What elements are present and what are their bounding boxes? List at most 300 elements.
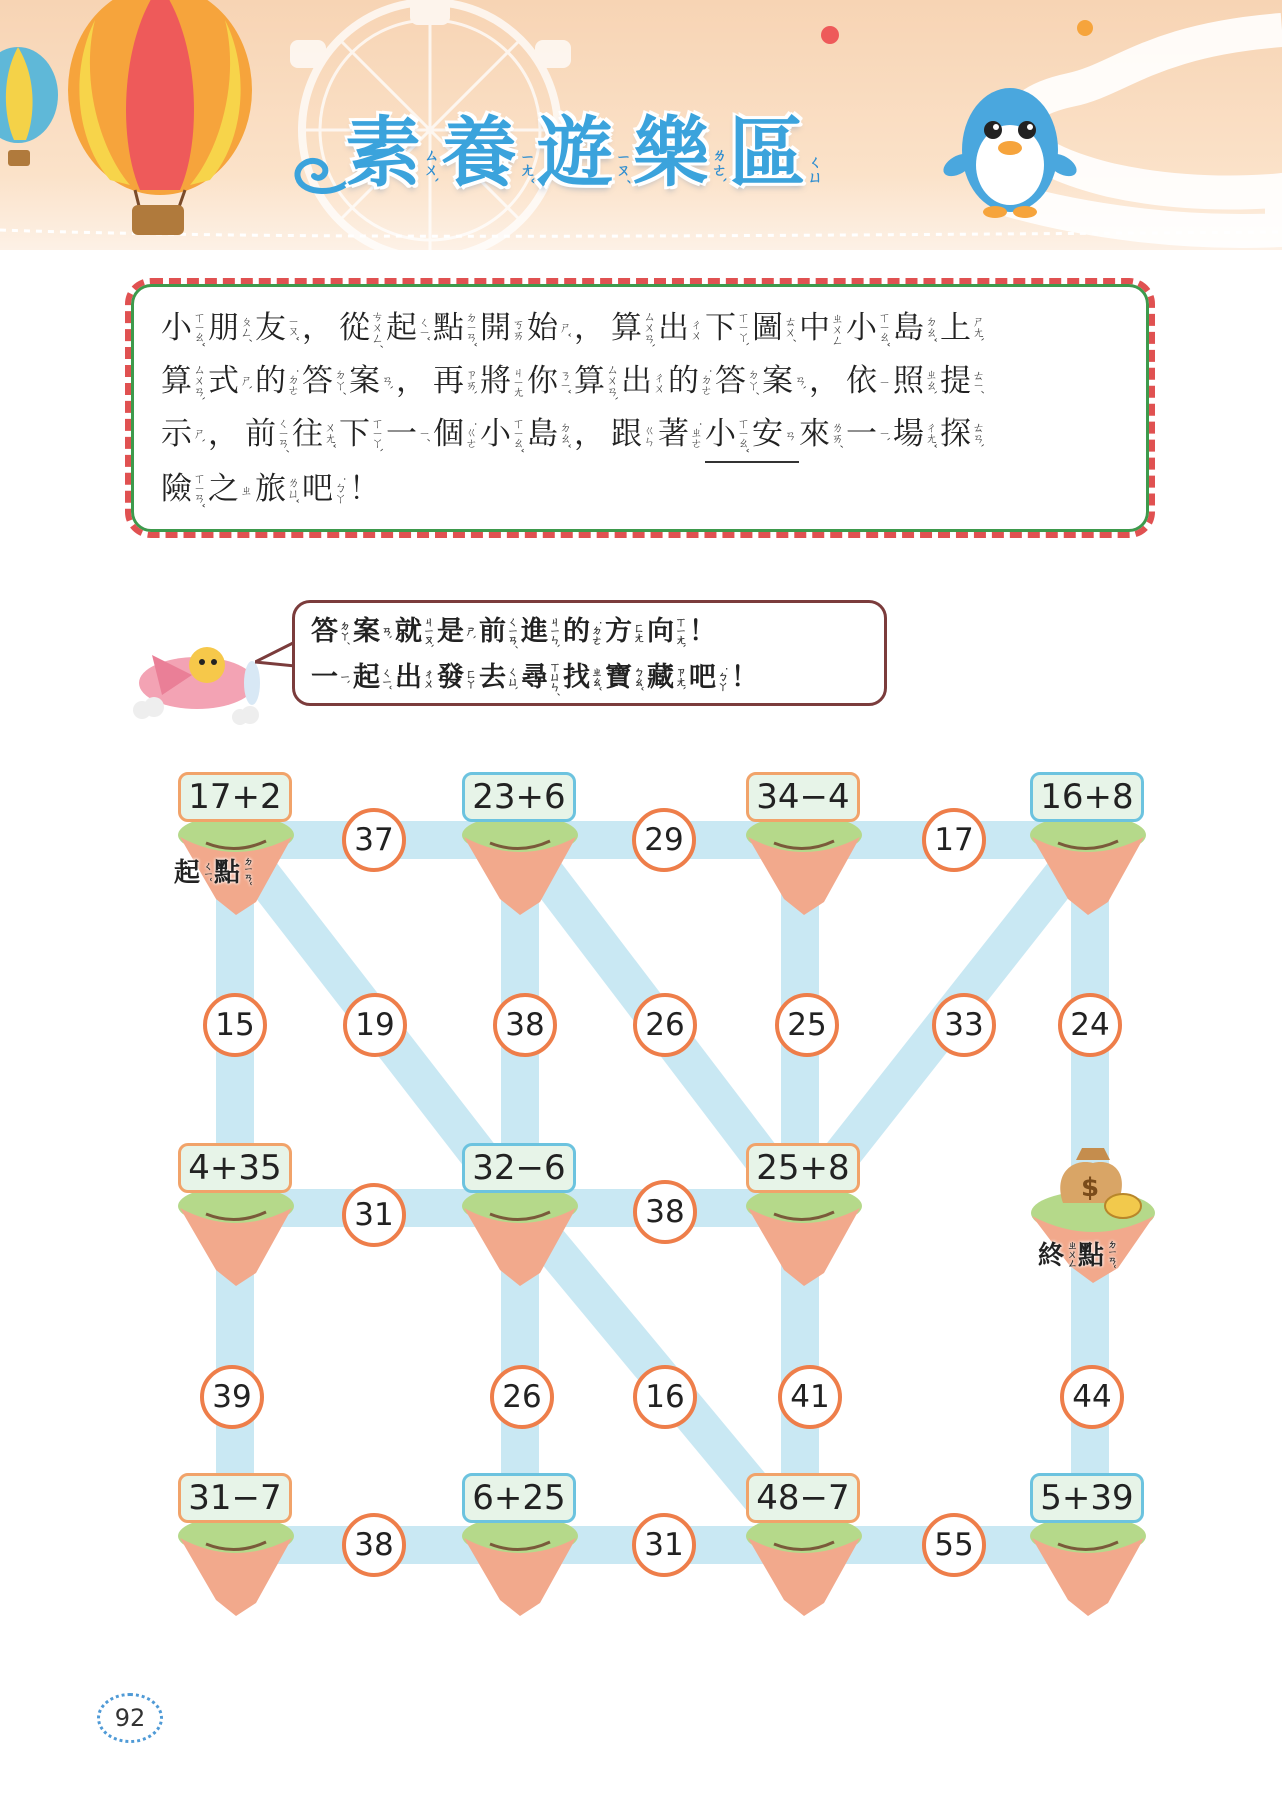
- zhuyin: ㄓㄠˇ: [590, 665, 603, 691]
- title-char-2: 養 ㄧㄤˇ: [441, 108, 536, 197]
- annotated-character: [611, 408, 658, 461]
- zhuyin: ㄧˋ: [877, 427, 891, 442]
- answer-circle[interactable]: 16: [633, 1365, 697, 1429]
- island[interactable]: [450, 772, 590, 922]
- character: 往: [292, 416, 323, 452]
- annotated-character: [161, 408, 208, 461]
- floating-island-icon: [1028, 807, 1148, 917]
- svg-text:$: $: [1081, 1173, 1100, 1203]
- annotated-character: [715, 355, 762, 408]
- annotated-character: [480, 302, 527, 355]
- zhuyin: ㄧˊ: [417, 427, 431, 442]
- zhuyin: ㄔㄨ: [422, 668, 435, 688]
- character: 示: [161, 416, 192, 452]
- character: 答: [311, 616, 338, 647]
- character: 始: [527, 310, 558, 346]
- annotated-character: [349, 355, 396, 408]
- annotated-character: [302, 463, 349, 516]
- answer-circle[interactable]: 26: [490, 1365, 554, 1429]
- island-equation: 4+35: [178, 1143, 292, 1193]
- airplane-character-icon: [122, 635, 272, 730]
- punctuation: ，: [208, 416, 239, 452]
- annotated-character: [527, 408, 574, 461]
- zhuyin: ㄗㄞˋ: [464, 368, 478, 395]
- character: 找: [563, 662, 590, 693]
- answer-circle[interactable]: 31: [632, 1513, 696, 1577]
- annotated-character: [255, 463, 302, 516]
- floating-island-icon: [744, 807, 864, 917]
- annotated-character: [255, 302, 302, 355]
- zhuyin: ˙ㄉㄜ: [286, 368, 300, 395]
- character: 小: [846, 310, 877, 346]
- zhuyin: ㄆㄥˊ: [239, 315, 253, 342]
- zhuyin: ㄉㄚˊ: [333, 368, 347, 395]
- balloon-dot-icon: [821, 26, 839, 44]
- character: 就: [395, 616, 422, 647]
- zhuyin: ㄔㄨ: [689, 317, 703, 340]
- annotated-character: [353, 609, 395, 655]
- zhuyin: ㄒㄧㄠˇ: [192, 310, 206, 347]
- answer-circle[interactable]: 31: [342, 1183, 406, 1247]
- punctuation: ！: [349, 471, 380, 507]
- character: 友: [255, 310, 286, 346]
- character: 中: [799, 310, 830, 346]
- title-char-1: 素 ㄙㄨˋ: [345, 108, 440, 197]
- zhuyin: ㄢˋ: [793, 373, 807, 390]
- annotated-character: [563, 655, 605, 701]
- character: 的: [255, 363, 286, 399]
- zhuyin: ㄈㄚ: [464, 668, 477, 688]
- answer-circle[interactable]: 41: [778, 1365, 842, 1429]
- annotated-character: [611, 302, 658, 355]
- island[interactable]: [734, 1473, 874, 1623]
- annotated-character: [668, 355, 715, 408]
- annotated-character: [521, 609, 563, 655]
- floating-island-icon: [744, 1508, 864, 1618]
- character: 安: [752, 416, 783, 452]
- zhuyin: ㄒㄩㄣˊ: [548, 660, 561, 696]
- annotated-character: [893, 408, 940, 461]
- zhuyin: ㄉㄚˊ: [338, 619, 351, 645]
- annotated-character: [893, 302, 940, 355]
- zhuyin: ㄘㄨㄥˊ: [370, 309, 384, 348]
- annotated-character: [846, 302, 893, 355]
- floating-island-icon: [460, 1178, 580, 1288]
- character: 照: [893, 363, 924, 399]
- answer-circle[interactable]: 25: [775, 993, 839, 1057]
- character: 小: [480, 416, 511, 452]
- annotated-character: [161, 302, 208, 355]
- character: 算: [611, 310, 642, 346]
- character: 從: [339, 310, 370, 346]
- zhuyin: ˙ㄍㄜ: [464, 421, 478, 448]
- annotated-character: [689, 655, 731, 701]
- character: 案: [762, 363, 793, 399]
- zhuyin: ㄊㄧˊ: [971, 369, 985, 394]
- answer-circle[interactable]: 38: [493, 993, 557, 1057]
- annotated-character: [480, 408, 527, 461]
- annotated-character: [161, 355, 208, 408]
- annotated-character: [245, 408, 292, 461]
- character: 場: [893, 416, 924, 452]
- zhuyin: ㄕˇ: [558, 320, 572, 337]
- answer-circle[interactable]: 38: [342, 1513, 406, 1577]
- title-char-3: 遊 ㄧㄡˊ: [537, 108, 632, 197]
- zhuyin: ㄨㄤˇ: [323, 421, 337, 448]
- instruction-box: [125, 278, 1155, 538]
- answer-circle[interactable]: 55: [922, 1513, 986, 1577]
- speech-bubble: [292, 600, 887, 706]
- zhuyin: ˙ㄉㄜ: [590, 619, 603, 645]
- zhuyin: ㄒㄧㄤˋ: [674, 615, 687, 649]
- zhuyin: ㄕㄤˋ: [971, 315, 985, 342]
- zhuyin: ㄙㄨㄢˋ: [605, 362, 619, 401]
- zhuyin: ㄢ: [783, 429, 797, 440]
- zhuyin: ㄢˋ: [380, 624, 393, 640]
- answer-circle[interactable]: 37: [342, 808, 406, 872]
- annotated-character: [292, 408, 339, 461]
- character: 小: [161, 310, 192, 346]
- character: 你: [527, 363, 558, 399]
- character: 向: [647, 616, 674, 647]
- annotated-character: [658, 302, 705, 355]
- annotated-character: [339, 302, 386, 355]
- answer-circle[interactable]: 15: [203, 993, 267, 1057]
- annotated-character: [605, 609, 647, 655]
- character: 一: [846, 416, 877, 452]
- character: 再: [433, 363, 464, 399]
- zhuyin: ㄓㄨㄥ: [830, 312, 844, 345]
- zhuyin: ㄓㄠˋ: [924, 368, 938, 395]
- bubble-text: [311, 609, 868, 701]
- floating-island-icon: [744, 1178, 864, 1288]
- annotated-character: [395, 655, 437, 701]
- zhuyin: ㄙㄨㄢˋ: [642, 309, 656, 348]
- character: 答: [302, 363, 333, 399]
- annotated-character: [480, 355, 527, 408]
- zhuyin: ㄧ: [877, 377, 891, 386]
- answer-circle[interactable]: 33: [932, 993, 996, 1057]
- annotated-character: [255, 355, 302, 408]
- annotated-character: [339, 408, 386, 461]
- character: 一: [386, 416, 417, 452]
- zhuyin: ㄌㄞˊ: [830, 421, 844, 448]
- zhuyin: ㄕˋ: [239, 373, 253, 390]
- text-line: [311, 609, 868, 655]
- annotated-character: [208, 355, 255, 408]
- zhuyin: ˙ㄅㄚ: [333, 476, 347, 503]
- island-equation: 34−4: [746, 772, 860, 822]
- zhuyin: ㄑㄧˇ: [380, 666, 393, 690]
- zhuyin: ㄑㄧㄢˊ: [506, 615, 519, 649]
- character: 個: [433, 416, 464, 452]
- island-equation: 16+8: [1030, 772, 1144, 822]
- character: 案: [353, 616, 380, 647]
- zhuyin: ㄑㄧˇ: [417, 316, 431, 341]
- character: 出: [658, 310, 689, 346]
- character: 的: [668, 363, 699, 399]
- character: 開: [480, 310, 511, 346]
- island-equation: 5+39: [1030, 1473, 1144, 1523]
- character: 探: [940, 416, 971, 452]
- annotated-character: [762, 355, 809, 408]
- small-balloon-icon: [0, 47, 58, 166]
- annotated-character: [658, 408, 705, 461]
- answer-circle[interactable]: 44: [1060, 1365, 1124, 1429]
- island[interactable]: [166, 1143, 306, 1293]
- zhuyin: ˙ㄅㄚ: [716, 665, 729, 691]
- island[interactable]: [1018, 772, 1158, 922]
- zhuyin: ㄈㄤ: [632, 622, 645, 642]
- text-line: [161, 355, 1121, 408]
- floating-island-icon: [1028, 1508, 1148, 1618]
- start-label: 起 ㄑㄧˇ 點 ㄉㄧㄢˇ: [174, 856, 253, 888]
- character: 吧: [689, 662, 716, 693]
- annotated-character: [433, 302, 480, 355]
- punctuation: ，: [574, 310, 605, 346]
- island[interactable]: [734, 1143, 874, 1293]
- island-equation: 31−7: [178, 1473, 292, 1523]
- text-line: [311, 655, 868, 701]
- punctuation: ！: [731, 662, 758, 693]
- zhuyin: ㄕˋ: [192, 426, 206, 443]
- island-equation: 23+6: [462, 772, 576, 822]
- zhuyin: ㄢˋ: [380, 373, 394, 390]
- character: 的: [563, 616, 590, 647]
- annotated-character: [647, 609, 689, 655]
- annotated-character: [437, 609, 479, 655]
- character: 去: [479, 662, 506, 693]
- annotated-character: [621, 355, 668, 408]
- hot-air-balloon-icon: [68, 0, 252, 235]
- island[interactable]: [450, 1143, 590, 1293]
- zhuyin: ㄉㄠˇ: [558, 421, 572, 448]
- annotated-character: [479, 609, 521, 655]
- punctuation: ，: [809, 363, 840, 399]
- annotated-character: [752, 408, 799, 463]
- island-equation: 25+8: [746, 1143, 860, 1193]
- character: 將: [480, 363, 511, 399]
- zhuyin: ㄒㄧㄢˇ: [192, 471, 206, 508]
- annotated-character: [386, 302, 433, 355]
- annotated-character: [940, 355, 987, 408]
- annotated-character: [208, 463, 255, 516]
- character: 式: [208, 363, 239, 399]
- zhuyin: ㄉㄚˊ: [746, 368, 760, 395]
- instruction-text: [161, 302, 1121, 516]
- answer-circle[interactable]: 19: [343, 993, 407, 1057]
- character: 一: [311, 662, 338, 693]
- zhuyin: ㄙㄨㄢˋ: [192, 362, 206, 401]
- character: 跟: [611, 416, 642, 452]
- character: 前: [245, 416, 276, 452]
- floating-island-icon: [176, 1178, 296, 1288]
- zhuyin: ㄒㄧㄠˇ: [736, 416, 750, 453]
- annotated-character: [574, 355, 621, 408]
- annotated-character: [386, 408, 433, 461]
- annotated-character: [527, 302, 574, 355]
- character: 算: [574, 363, 605, 399]
- zhuyin: ㄉㄧㄢˇ: [464, 310, 478, 347]
- annotated-character: [302, 355, 349, 408]
- annotated-character: [527, 355, 574, 408]
- character: 尋: [521, 662, 548, 693]
- annotated-character: [521, 655, 563, 701]
- island[interactable]: [450, 1473, 590, 1623]
- annotated-character: [605, 655, 647, 701]
- character: 來: [799, 416, 830, 452]
- character: 依: [846, 363, 877, 399]
- character: 進: [521, 616, 548, 647]
- page-number: 92: [97, 1693, 163, 1743]
- zhuyin: ㄐㄧㄣˋ: [548, 615, 561, 649]
- character: 點: [433, 310, 464, 346]
- zhuyin: ㄌㄩˇ: [286, 476, 300, 503]
- annotated-character: [846, 408, 893, 461]
- island-equation: 6+25: [462, 1473, 576, 1523]
- zhuyin: ㄑㄩˋ: [506, 665, 519, 691]
- answer-circle[interactable]: 39: [200, 1365, 264, 1429]
- character: 起: [353, 662, 380, 693]
- answer-circle[interactable]: 29: [632, 808, 696, 872]
- zhuyin: ㄧˋ: [338, 671, 351, 685]
- character: 著: [658, 416, 689, 452]
- zhuyin: ㄉㄠˇ: [924, 315, 938, 342]
- annotated-character: [161, 463, 208, 516]
- punctuation: ！: [689, 616, 716, 647]
- annotated-character: [893, 355, 940, 408]
- floating-island-icon: [460, 1508, 580, 1618]
- annotated-character: [647, 655, 689, 701]
- title-char-5: 區 ㄑㄩ: [729, 108, 824, 197]
- annotated-character: [799, 302, 846, 355]
- punctuation: ，: [574, 416, 605, 452]
- island-equation: 32−6: [462, 1143, 576, 1193]
- character: 下: [705, 310, 736, 346]
- zhuyin: ㄍㄣ: [642, 423, 656, 446]
- character: 吧: [302, 471, 333, 507]
- annotated-character: [752, 302, 799, 355]
- character: 寶: [605, 662, 632, 693]
- character: 是: [437, 616, 464, 647]
- character: 旅: [255, 471, 286, 507]
- annotated-character: [479, 655, 521, 701]
- floating-island-icon: [460, 807, 580, 917]
- answer-circle[interactable]: 26: [633, 993, 697, 1057]
- character: 下: [339, 416, 370, 452]
- character: 前: [479, 616, 506, 647]
- character: 提: [940, 363, 971, 399]
- zhuyin: ㄓ: [239, 484, 253, 495]
- island[interactable]: [734, 772, 874, 922]
- zhuyin: ㄗㄤˋ: [674, 665, 687, 691]
- page-title: [345, 98, 823, 198]
- character: 答: [715, 363, 746, 399]
- zhuyin: ㄐㄧㄤ: [511, 366, 525, 397]
- zhuyin: ㄕˋ: [464, 624, 477, 640]
- zhuyin: ㄒㄧㄠˇ: [877, 310, 891, 347]
- zhuyin: ㄊㄨˊ: [783, 315, 797, 342]
- character: 算: [161, 363, 192, 399]
- annotated-character: [940, 408, 987, 461]
- island[interactable]: [1018, 1473, 1158, 1623]
- title-char-4: 樂 ㄌㄜˋ: [633, 108, 728, 197]
- answer-circle[interactable]: 17: [922, 808, 986, 872]
- zhuyin: ㄒㄧㄚˋ: [736, 310, 750, 347]
- character: 案: [349, 363, 380, 399]
- text-line: [161, 463, 1121, 516]
- end-label: 終 ㄓㄨㄥ 點 ㄉㄧㄢˇ: [1038, 1239, 1117, 1271]
- character: 出: [621, 363, 652, 399]
- zhuyin: ˙ㄓㄜ: [689, 421, 703, 448]
- text-line: [161, 408, 1121, 463]
- zhuyin: ㄔㄤˇ: [924, 421, 938, 448]
- zhuyin: ㄔㄨ: [652, 370, 666, 393]
- character: 島: [527, 416, 558, 452]
- island-equation: 17+2: [178, 772, 292, 822]
- annotated-character: [353, 655, 395, 701]
- annotated-character: [433, 408, 480, 461]
- character: 發: [437, 662, 464, 693]
- zhuyin: ㄒㄧㄠˇ: [511, 416, 525, 453]
- zhuyin: ㄐㄧㄡˋ: [422, 615, 435, 649]
- character: 小: [705, 416, 736, 452]
- island-start[interactable]: [166, 772, 306, 922]
- character: 出: [395, 662, 422, 693]
- punctuation: ，: [396, 363, 427, 399]
- annotated-character: [846, 355, 893, 408]
- annotated-character: [799, 408, 846, 461]
- character: 起: [386, 310, 417, 346]
- annotated-character: [395, 609, 437, 655]
- character: 上: [940, 310, 971, 346]
- annotated-character: [705, 408, 752, 463]
- gold-coin-icon: [1105, 1194, 1141, 1218]
- character: 險: [161, 471, 192, 507]
- zhuyin: ㄅㄠˇ: [632, 665, 645, 691]
- balloon-dot-icon: [1077, 20, 1093, 36]
- answer-circle[interactable]: 24: [1058, 993, 1122, 1057]
- annotated-character: [208, 302, 255, 355]
- zhuyin: ㄑㄧㄢˊ: [276, 416, 290, 453]
- zhuyin: ˙ㄉㄜ: [699, 368, 713, 395]
- annotated-character: [437, 655, 479, 701]
- island-equation: 48−7: [746, 1473, 860, 1523]
- annotated-character: [311, 655, 353, 701]
- character: 方: [605, 616, 632, 647]
- annotated-character: [563, 609, 605, 655]
- zhuyin: ㄧㄡˇ: [286, 316, 300, 341]
- zhuyin: ㄒㄧㄚˋ: [370, 416, 384, 453]
- character: 藏: [647, 662, 674, 693]
- punctuation: ，: [302, 310, 333, 346]
- zhuyin: ㄎㄞ: [511, 317, 525, 340]
- annotated-character: [705, 302, 752, 355]
- character: 之: [208, 471, 239, 507]
- character: 朋: [208, 310, 239, 346]
- character: 島: [893, 310, 924, 346]
- text-line: [161, 302, 1121, 355]
- zhuyin: ㄊㄢˋ: [971, 421, 985, 448]
- character: 圖: [752, 310, 783, 346]
- island[interactable]: [166, 1473, 306, 1623]
- answer-circle[interactable]: 38: [633, 1180, 697, 1244]
- annotated-character: [433, 355, 480, 408]
- annotated-character: [940, 302, 987, 355]
- header-banner: [0, 0, 1282, 250]
- zhuyin: ㄋㄧˇ: [558, 369, 572, 394]
- floating-island-icon: [176, 1508, 296, 1618]
